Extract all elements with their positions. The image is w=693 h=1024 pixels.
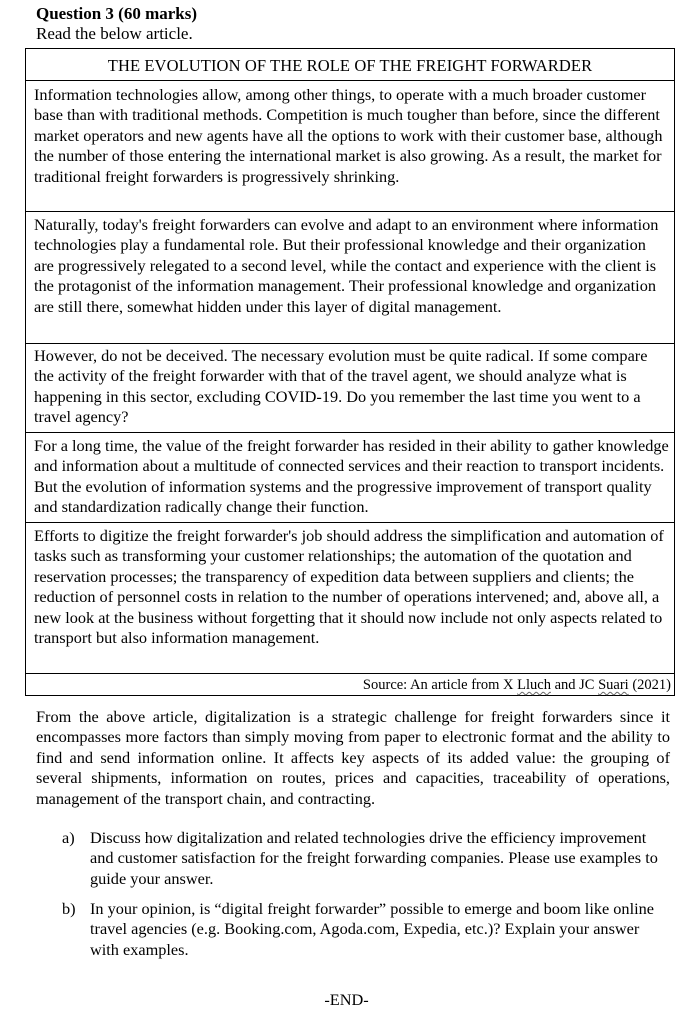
heading-divider [25, 80, 675, 81]
article-paragraph-3: However, do not be deceived. The necessary evolution must be quite radical. If some compare the activity of the freight forwarder with that of the travel agent, we should analyze what is happening in this sector, excluding COVID-19. Do you remember the last time you went to a travel agency? [34, 346, 648, 427]
source-author-suari: Suari [598, 677, 629, 693]
paragraph-divider-4 [25, 522, 675, 523]
question-intro: Read the below article. [36, 24, 193, 43]
article-paragraph-2: Naturally, today's freight forwarders can evolve and adapt to an environment where information technologies play a fundamental role. But their professional knowledge and their organization are progressively relegated to a second level, while the contact and experience with the client is the protagonist of the information management. Their professional knowledge and organization are still there, somewhat hidden under this layer of digital management. [34, 215, 659, 316]
sub-question-b [62, 899, 662, 961]
article-paragraph-5: Efforts to digitize the freight forwarder's job should address the simplification and automation of tasks such as transforming your customer relationships; the automation of the quotation and reservation processes; the transparency of expedition data between suppliers and clients; the reduction of personnel costs in relation to the number of operations intervened; and, above all, a new look at the business without forgetting that it should now include not only aspects related to transport but also information management. [34, 526, 664, 648]
paragraph-divider-2 [25, 343, 675, 344]
source-middle: and JC [550, 677, 599, 693]
sub-question-b-text: In your opinion, is “digital freight forwarder” possible to emerge and boom like online travel agencies (e.g. Booking.com, Agoda.com, Expedia, etc.)? Explain your answer with examples. [90, 899, 654, 959]
sub-question-b-letter: b) [62, 899, 76, 918]
box-border-bottom [25, 695, 675, 696]
article-paragraph-1: Information technologies allow, among other things, to operate with a much broader customer base than with traditional methods. Competition is much tougher than before, since the different market operators and new agents have all the options to work with their customer base, although the number of those entering the international market is also growing. As a result, the market for traditional freight forwarders is progressively shrinking. [34, 85, 663, 186]
box-border-right [674, 48, 675, 696]
question-title: Question 3 (60 marks) [36, 4, 198, 23]
article-paragraph-4: For a long time, the value of the freight forwarder has resided in their ability to gather knowledge and information about a multitude of connected services and their reaction to transport incidents. But the evolution of information systems and the progressive improvement of transport quality and standardization radically change their function. [34, 436, 669, 517]
sub-question-a-letter: a) [62, 828, 75, 847]
article-source [363, 676, 671, 694]
followup-paragraph: From the above article, digitalization is a strategic challenge for freight forwarders since it encompasses more factors than simply moving from paper to electronic format and the ability to find and send information online. It affects key aspects of its added value: the grouping of several shipments, information on routes, prices and capacities, traceability of operations, management of the transport chain, and contracting. [36, 707, 670, 808]
box-border-left [25, 48, 26, 696]
article-heading: THE EVOLUTION OF THE ROLE OF THE FREIGHT FORWARDER [107, 56, 593, 75]
paragraph-divider-1 [25, 211, 675, 212]
source-prefix: Source: An article from X [362, 677, 518, 693]
box-border-top [25, 48, 675, 49]
end-marker: -END- [324, 990, 369, 1009]
article-box [25, 48, 675, 696]
paragraph-divider-3 [25, 432, 675, 433]
sub-question-a-text: Discuss how digitalization and related technologies drive the efficiency improvement and customer satisfaction for the freight forwarding companies. Please use examples to guide your answer. [90, 828, 658, 888]
source-suffix: (2021) [628, 677, 671, 693]
sub-question-a [62, 828, 662, 890]
source-divider [25, 673, 675, 674]
source-author-lluch: Lluch [517, 677, 551, 693]
